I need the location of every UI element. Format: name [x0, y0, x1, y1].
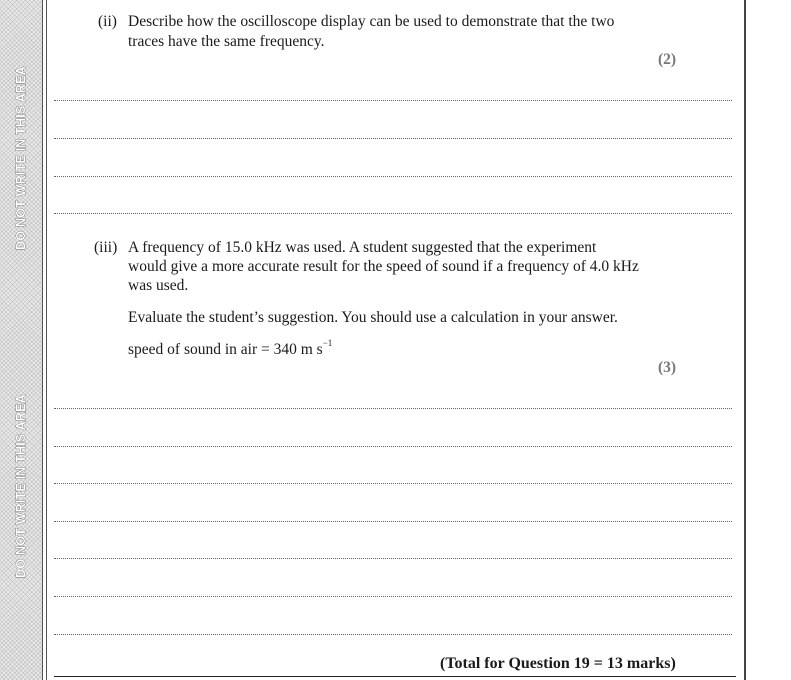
part-iii-question-line-3: was used.	[128, 277, 189, 294]
part-ii-marks: (2)	[658, 51, 677, 68]
part-iii-question-line-1: A frequency of 15.0 kHz was used. A student suggested that the experiment	[128, 239, 597, 256]
part-ii-question-line-2: traces have the same frequency.	[128, 33, 325, 50]
answer-line[interactable]	[54, 596, 732, 597]
answer-line[interactable]	[54, 213, 732, 214]
question-total: (Total for Question 19 = 13 marks)	[440, 655, 676, 672]
answer-line[interactable]	[54, 634, 732, 635]
answer-line[interactable]	[54, 521, 732, 522]
margin-inner-border	[46, 0, 47, 680]
part-iii-number: (iii)	[94, 239, 118, 256]
answer-line[interactable]	[54, 558, 732, 559]
margin-warning-top: DO NOT WRITE IN THIS AREA	[14, 66, 28, 250]
speed-of-sound-data	[128, 337, 333, 360]
speed-of-sound-value: speed of sound in air = 340 m s	[128, 341, 323, 358]
page-right-border	[744, 0, 746, 680]
part-iii-question-line-2: would give a more accurate result for the speed of sound if a frequency of 4.0 kHz	[128, 258, 639, 275]
answer-line[interactable]	[54, 408, 732, 409]
answer-line[interactable]	[54, 176, 732, 177]
answer-line[interactable]	[54, 446, 732, 447]
answer-line[interactable]	[54, 100, 732, 101]
answer-line[interactable]	[54, 483, 732, 484]
part-ii-question-line-1: Describe how the oscilloscope display can be used to demonstrate that the two	[128, 13, 615, 30]
answer-line[interactable]	[54, 138, 732, 139]
margin-warning-bottom: DO NOT WRITE IN THIS AREA	[14, 394, 28, 578]
speed-of-sound-exponent: −1	[322, 337, 333, 348]
part-iii-instruction: Evaluate the student’s suggestion. You should use a calculation in your answer.	[128, 309, 618, 326]
do-not-write-margin	[0, 0, 43, 680]
part-ii-number: (ii)	[98, 13, 117, 30]
part-iii-marks: (3)	[658, 359, 677, 376]
bottom-rule	[54, 676, 736, 677]
